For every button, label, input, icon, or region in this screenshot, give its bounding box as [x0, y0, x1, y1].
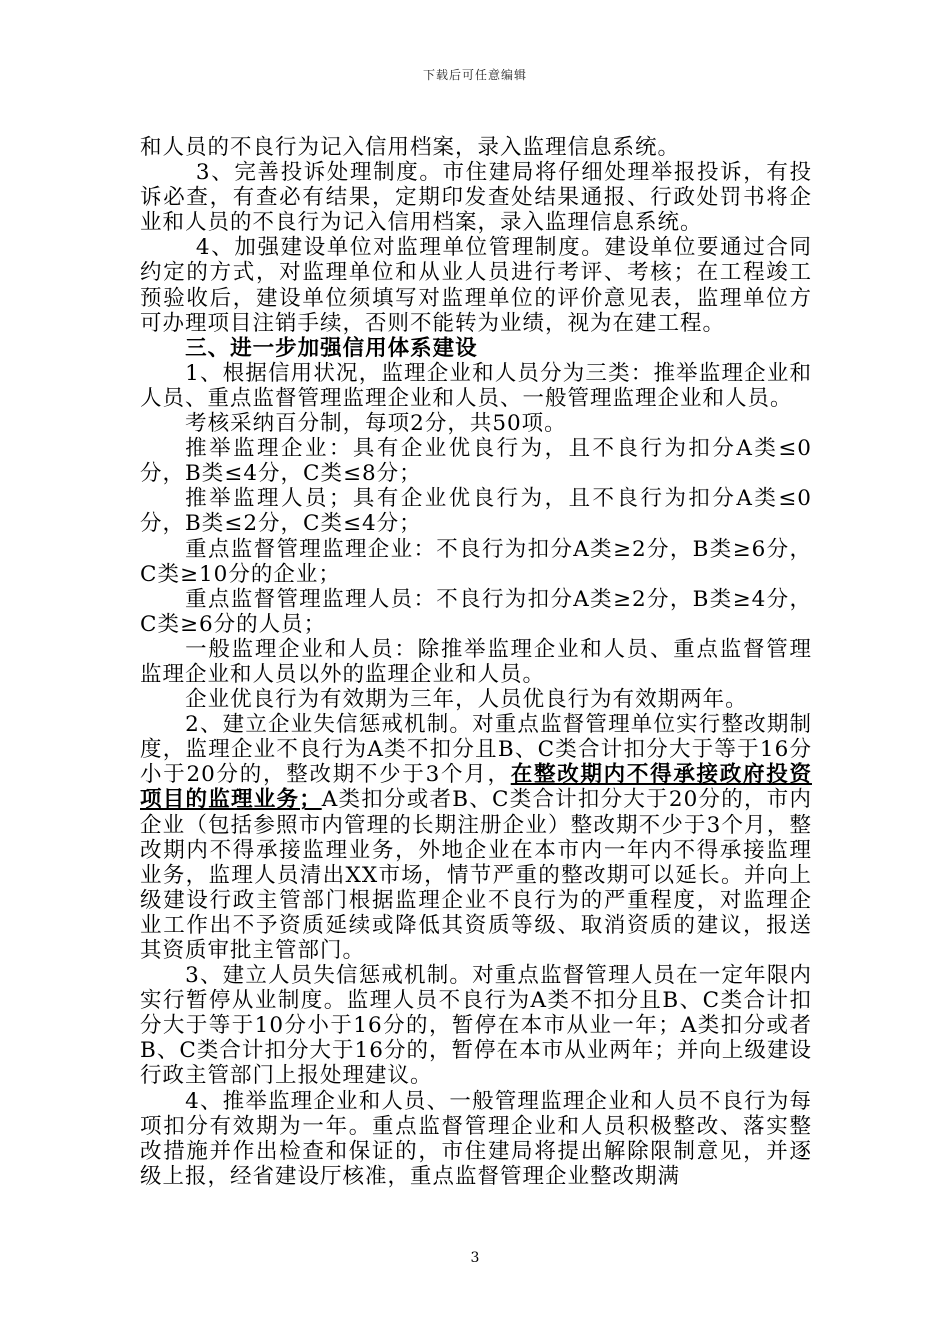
paragraph-deduction-validity: 4、推举监理企业和人员、一般管理监理企业和人员不良行为每项扣分有效期为一年。重点监督管理企业和人员积极整改、落实整改措施并作出检查和保证的，市住建局将提出解除限制意见，并逐级上报，经省建设厅核准，重点监督管理企业整改期满	[140, 1088, 812, 1189]
enterprise-punishment-text-a: 2、建立企业失信惩戒机制。对重点监督管理单位实行整改期制度，监理企业不良行为A类不扣分且B、C类合计扣分大于等于16分小于20分的，整改期不少于3个月，	[140, 712, 812, 788]
enterprise-punishment-text-b: A类扣分或者B、C类合计扣分大于20分的，市内企业（包括参照市内管理的长期注册企业）整改期不少于3个月，整改期内不得承接监理业务，外地企业在本市内一年内不得承接监理业务，监理人员清出XX市场，情节严重的整改期可以延长。并向上级建设行政主管部门根据监理企业不良行为的严重程度，对监理企业工作出不予资质延续或降低其资质等级、取消资质的建议，报送其资质审批主管部门。	[140, 787, 812, 963]
paragraph-enterprise-punishment	[140, 712, 812, 963]
paragraph-complaint-system: 3、完善投诉处理制度。市住建局将仔细处理举报投诉，有投诉必查，有查必有结果，定期印发查处结果通报、行政处罚书将企业和人员的不良行为记入信用档案，录入监理信息系统。	[140, 160, 812, 236]
section-heading-credit-system: 三、进一步加强信用体系建设	[185, 335, 478, 361]
page-header: 下载后可任意编辑	[422, 68, 527, 82]
paragraph-classification: 1、根据信用状况，监理企业和人员分为三类：推举监理企业和人员、重点监督管理监理企业和人员、一般管理监理企业和人员。	[140, 360, 812, 411]
paragraph-recommended-enterprise: 推举监理企业：具有企业优良行为，且不良行为扣分A类≤0分，B类≤4分，C类≤8分；	[140, 436, 812, 487]
underlined-emphasis: 在整改期内不得承接政府投资项目的监理业务；	[140, 762, 812, 813]
paragraph-key-personnel: 重点监督管理监理人员：不良行为扣分A类≥2分，B类≥4分，C类≥6分的人员；	[140, 586, 812, 637]
paragraph-general: 一般监理企业和人员：除推举监理企业和人员、重点监督管理监理企业和人员以外的监理企业和人员。	[140, 636, 812, 687]
page-number: 3	[470, 1250, 480, 1266]
paragraph-construction-unit: 4、加强建设单位对监理单位管理制度。建设单位要通过合同约定的方式，对监理单位和从业人员进行考评、考核；在工程竣工预验收后，建设单位须填写对监理单位的评价意见表，监理单位方可办理项目注销手续，否则不能转为业绩，视为在建工程。	[140, 235, 812, 336]
document-body	[140, 135, 812, 1189]
paragraph-validity: 企业优良行为有效期为三年，人员优良行为有效期两年。	[185, 687, 748, 713]
paragraph-scoring: 考核采纳百分制，每项2分，共50项。	[185, 411, 567, 437]
paragraph-recommended-personnel: 推举监理人员；具有企业优良行为，且不良行为扣分A类≤0分，B类≤2分，C类≤4分；	[140, 486, 812, 537]
paragraph-personnel-punishment: 3、建立人员失信惩戒机制。对重点监督管理人员在一定年限内实行暂停从业制度。监理人员不良行为A类不扣分且B、C类合计扣分大于等于10分小于16分的，暂停在本市从业一年；A类扣分或者B、C类合计扣分大于16分的，暂停在本市从业两年；并向上级建设行政主管部门上报处理建议。	[140, 963, 812, 1089]
paragraph-key-enterprise: 重点监督管理监理企业：不良行为扣分A类≥2分，B类≥6分，C类≥10分的企业；	[140, 536, 812, 587]
paragraph-1: 和人员的不良行为记入信用档案，录入监理信息系统。	[140, 135, 681, 160]
